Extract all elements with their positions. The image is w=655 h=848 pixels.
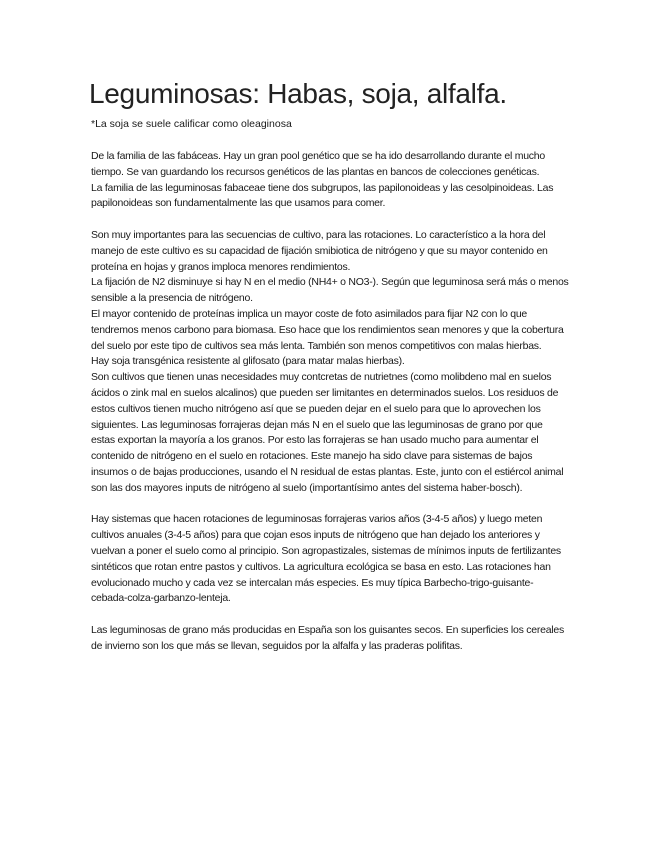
document-page	[91, 76, 569, 655]
paragraph-gap	[91, 607, 569, 623]
paragraph-proteinas: El mayor contenido de proteínas implica un mayor coste de foto asimilados para fijar N2 con lo que tendremos menos carbono para biomasa. Eso hace que los rendimientos sean menores y que la cobertura del suelo por este tipo de cultivos sea más lenta. También son menos competitivos con malas hierbas.	[91, 307, 564, 352]
paragraph-gap	[91, 497, 569, 513]
paragraph-familia: De la familia de las fabáceas. Hay un gran pool genético que se ha ido desarrollando durante el mucho tiempo. Se van guardando los recursos genéticos de las plantas en bancos de colecciones genéticas.	[91, 150, 545, 178]
paragraph-transgenica: Hay soja transgénica resistente al glifosato (para matar malas hierbas).	[91, 355, 405, 368]
paragraph-gap	[91, 212, 569, 228]
paragraph-subgrupos: La familia de las leguminosas fabaceae tiene dos subgrupos, las papilonoideas y las cesolpinoideas. Las papilonoideas son fundamentalmente las que usamos para comer.	[91, 181, 554, 210]
paragraph-espana: Las leguminosas de grano más producidas en España son los guisantes secos. En superficies los cereales de invierno son los que más se llevan, seguidos por la alfalfa y las praderas polifitas.	[91, 623, 564, 652]
paragraph-fijacion: La fijación de N2 disminuye si hay N en el medio (NH4+ o NO3-). Según que leguminosa será más o menos sensible a la presencia de nitrógeno.	[91, 276, 569, 305]
paragraph-rotaciones: Son muy importantes para las secuencias de cultivo, para las rotaciones. Lo característico a la hora del manejo de este cultivo es su capacidad de fijación smibiotica de nitrógeno y que su mayor contenido en proteína en hojas y granos imploca menores rendimientos.	[91, 228, 548, 273]
paragraph-nutrientes: Son cultivos que tienen unas necesidades muy contcretas de nutrietnes (como molibdeno mal en suelos ácidos o zink mal en suelos alcalinos) que pueden ser limitantes en determinados suelos. Los residuos de estos cultivos tienen mucho nitrógeno así que se pueden dejar en el suelo para que lo aprovechen los siguientes. Las leguminosas forrajeras dejan más N en el suelo que las leguminosas de grano por que estas exportan la mayoría a los granos. Por esto las forrajeras se han usado mucho para aumentar el contenido de nitrógeno en el suelo en rotaciones. Este manejo ha sido clave para sistemas de bajos insumos o de bajas producciones, usando el N residual de estas plantas. Este, junto con el estiércol animal son las dos mayores inputs de nitrógeno al suelo (importantísimo antes del sistema haber-bosch).	[91, 371, 564, 494]
paragraph-sistemas: Hay sistemas que hacen rotaciones de leguminosas forrajeras varios años (3-4-5 años) y luego meten cultivos anuales (3-4-5 años) para que cojan esos inputs de nitrógeno que han dejado los anteriores y vuelvan a poner el suelo como al principio. Son agropastizales, sistemas de mínimos inputs de fertilizantes sintéticos que rotan entre pastos y cultivos. La agricultura ecológica se basa en esto. Las rotaciones han evolucionado mucho y cada vez se intercalan más especies. Es muy típica Barbecho-trigo-guisante-cebada-colza-garbanzo-lenteja.	[91, 513, 561, 605]
soja-note: *La soja se suele calificar como oleaginosa	[91, 118, 292, 130]
page-title: Leguminosas: Habas, soja, alfalfa.	[89, 78, 507, 109]
